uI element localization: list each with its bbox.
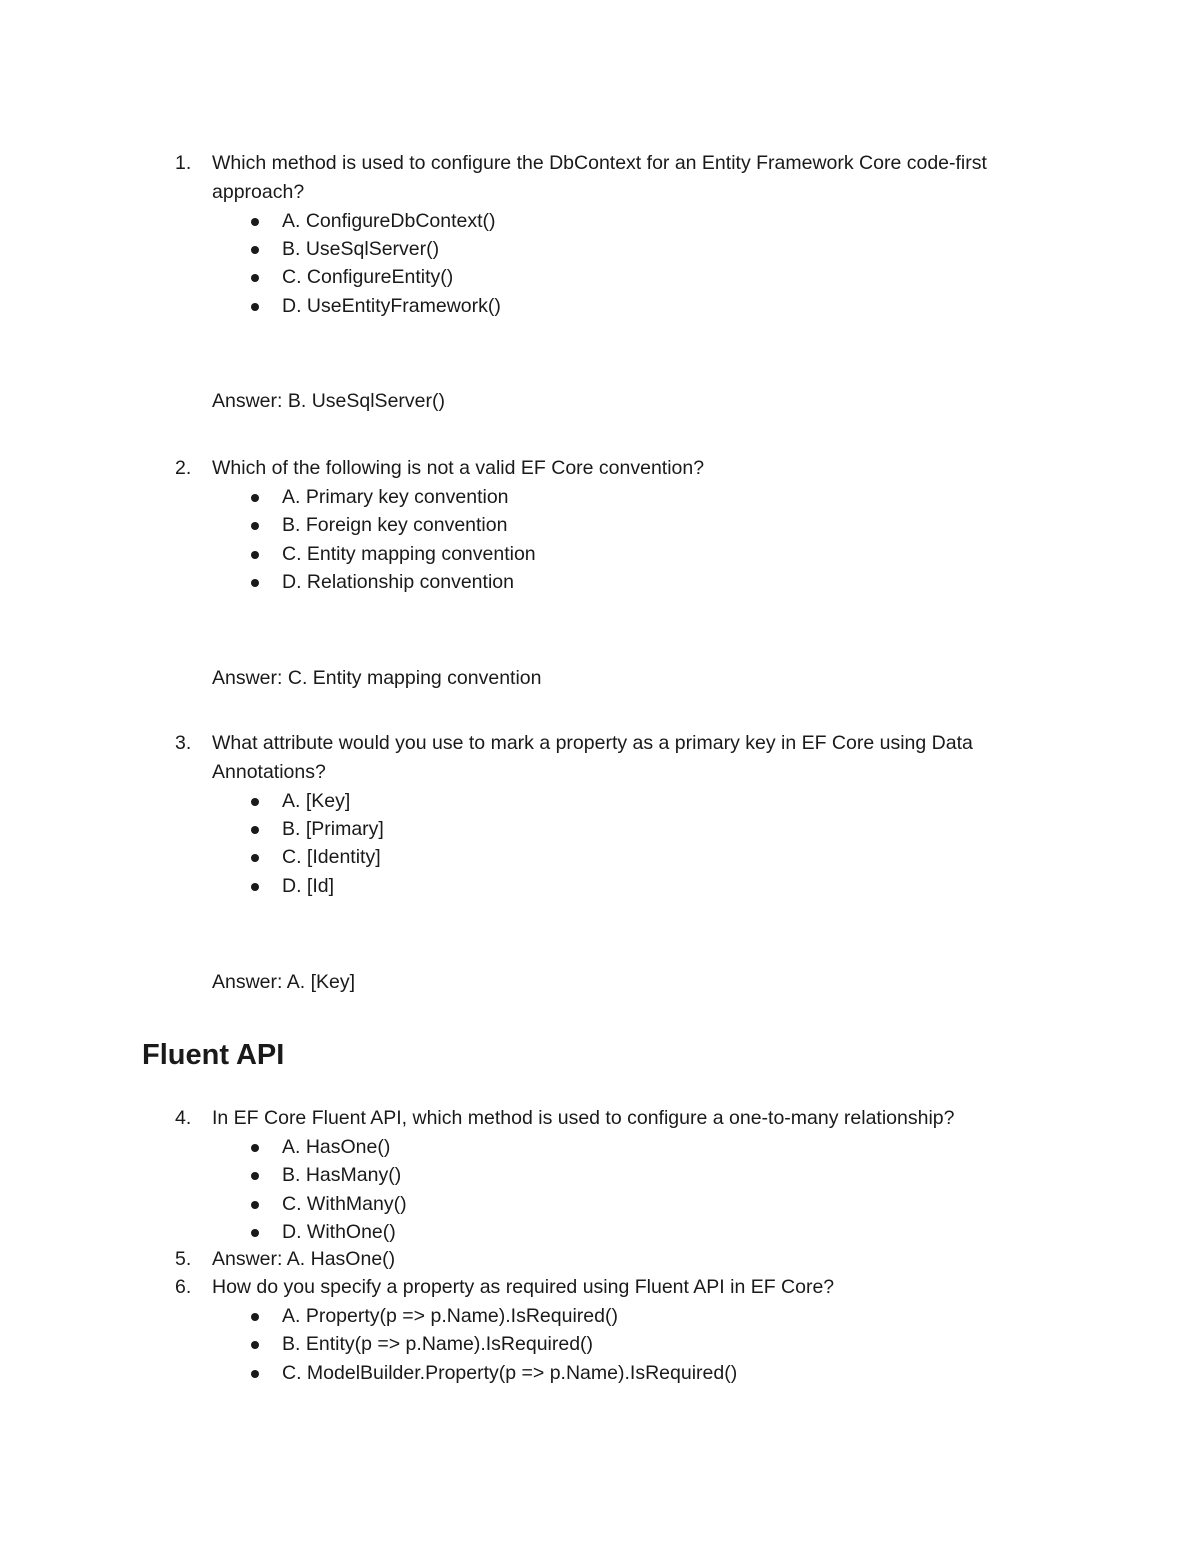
option-item <box>175 815 1055 843</box>
option-text: B. Entity(p => p.Name).IsRequired() <box>282 1333 594 1356</box>
bullet-icon <box>251 551 259 559</box>
option-text: D. WithOne() <box>282 1221 396 1244</box>
option-item <box>175 1330 1055 1358</box>
question-number: 5. <box>175 1248 192 1270</box>
bullet-icon <box>251 579 259 587</box>
option-text: B. [Primary] <box>282 818 384 840</box>
option-text: C. ConfigureEntity() <box>282 266 454 289</box>
section-heading: Fluent API <box>142 1039 285 1071</box>
option-item <box>175 1161 1055 1189</box>
option-list <box>175 787 1055 901</box>
question-number: 6. <box>175 1276 192 1298</box>
answer-3: Answer: A. [Key] <box>212 971 356 993</box>
option-text: D. UseEntityFramework() <box>282 294 501 317</box>
question-5 <box>175 1245 1055 1274</box>
option-text: A. Property(p => p.Name).IsRequired() <box>282 1304 618 1327</box>
option-item <box>175 1218 1055 1246</box>
option-item <box>175 568 1055 596</box>
answer-2: Answer: C. Entity mapping convention <box>212 667 542 689</box>
question-text: Answer: A. HasOne() <box>212 1248 396 1270</box>
question-number: 3. <box>175 732 192 754</box>
question-2-line <box>175 454 1055 483</box>
bullet-icon <box>251 1341 259 1349</box>
option-item <box>175 292 1055 320</box>
option-item <box>175 207 1055 235</box>
question-3 <box>175 729 1055 900</box>
option-item <box>175 1133 1055 1161</box>
question-number: 2. <box>175 457 192 479</box>
option-item <box>175 1302 1055 1330</box>
question-text: In EF Core Fluent API, which method is used to configure a one-to-many relationship? <box>212 1107 955 1129</box>
bullet-icon <box>251 274 259 282</box>
question-2 <box>175 454 1055 596</box>
bullet-icon <box>251 854 259 862</box>
option-item <box>175 511 1055 539</box>
bullet-icon <box>251 1229 259 1237</box>
option-text: C. WithMany() <box>282 1192 407 1215</box>
question-3-line <box>175 729 1055 787</box>
option-text: C. [Identity] <box>282 846 381 869</box>
question-4 <box>175 1104 1055 1246</box>
question-6 <box>175 1273 1055 1387</box>
question-number: 1. <box>175 152 192 174</box>
bullet-icon <box>251 246 259 254</box>
bullet-icon <box>251 883 259 891</box>
option-text: C. ModelBuilder.Property(p => p.Name).IsRequired() <box>282 1361 738 1384</box>
bullet-icon <box>251 826 259 834</box>
option-item <box>175 787 1055 815</box>
question-text: What attribute would you use to mark a property as a primary key in EF Core using Data Annotations? <box>212 732 973 783</box>
option-text: A. ConfigureDbContext() <box>282 209 496 232</box>
question-text: Which method is used to configure the DbContext for an Entity Framework Core code-first approach? <box>212 152 987 203</box>
question-4-line <box>175 1104 1055 1133</box>
bullet-icon <box>251 1144 259 1152</box>
option-list <box>175 483 1055 597</box>
question-text: How do you specify a property as required using Fluent API in EF Core? <box>212 1276 835 1298</box>
option-item <box>175 843 1055 871</box>
option-item <box>175 235 1055 263</box>
option-text: B. UseSqlServer() <box>282 238 440 260</box>
option-list <box>175 1302 1055 1387</box>
option-text: B. Foreign key convention <box>282 514 508 537</box>
question-1-line <box>175 149 1055 207</box>
question-text: Which of the following is not a valid EF Core convention? <box>212 457 705 479</box>
answer-1: Answer: B. UseSqlServer() <box>212 390 445 412</box>
bullet-icon <box>251 494 259 502</box>
option-list <box>175 1133 1055 1247</box>
question-5-line <box>175 1245 1055 1274</box>
option-text: A. Primary key convention <box>282 485 509 508</box>
option-item <box>175 483 1055 511</box>
question-6-line <box>175 1273 1055 1302</box>
option-list <box>175 207 1055 321</box>
option-text: D. Relationship convention <box>282 571 514 594</box>
bullet-icon <box>251 1370 259 1378</box>
question-1 <box>175 149 1055 320</box>
option-item <box>175 1190 1055 1218</box>
option-text: B. HasMany() <box>282 1164 402 1187</box>
option-item <box>175 540 1055 568</box>
bullet-icon <box>251 522 259 530</box>
bullet-icon <box>251 218 259 226</box>
option-text: C. Entity mapping convention <box>282 542 536 565</box>
question-number: 4. <box>175 1107 192 1129</box>
bullet-icon <box>251 1313 259 1321</box>
bullet-icon <box>251 1172 259 1180</box>
option-item <box>175 1359 1055 1387</box>
bullet-icon <box>251 303 259 311</box>
option-text: A. HasOne() <box>282 1135 391 1158</box>
option-text: D. [Id] <box>282 874 335 897</box>
option-text: A. [Key] <box>282 789 351 812</box>
option-item <box>175 872 1055 900</box>
bullet-icon <box>251 798 259 806</box>
bullet-icon <box>251 1201 259 1209</box>
option-item <box>175 263 1055 291</box>
